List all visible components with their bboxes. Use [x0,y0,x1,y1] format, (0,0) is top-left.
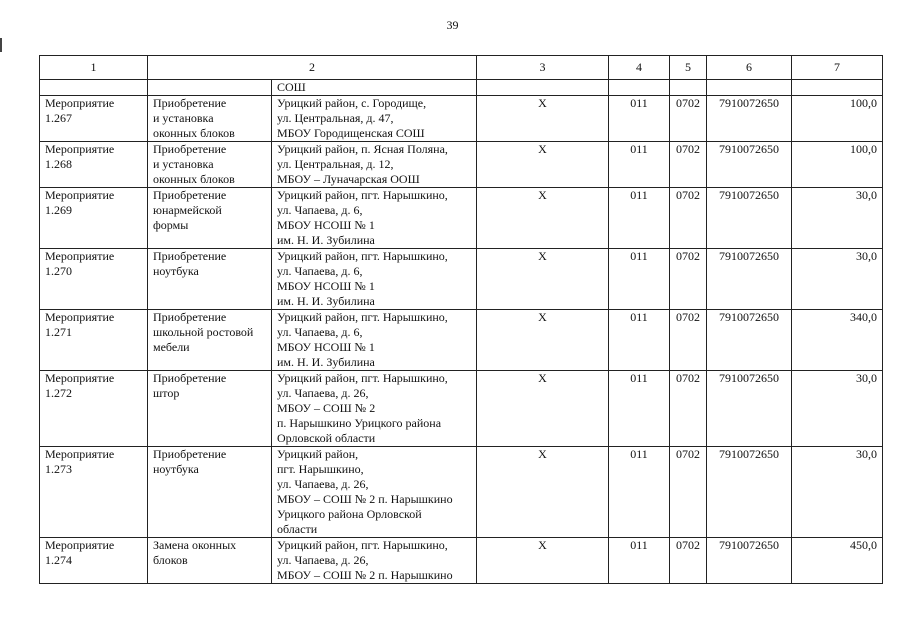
col2a-line: Приобретение [153,249,227,263]
col5-value: 0702 [676,142,700,156]
col2b-line: ул. Чапаева, д. 26, [277,477,369,491]
measure-id-cell [40,96,148,142]
col5-cell [670,310,707,371]
measure-id-cell [40,538,148,584]
col2b-line: Урицкий район, [277,447,359,461]
col3-cell [477,538,609,584]
col1-line: Мероприятие [45,447,115,461]
col6-cell [707,538,792,584]
col6-cell [707,188,792,249]
measure-description-cell [148,188,272,249]
col5-cell [670,96,707,142]
col2b-line: ул. Чапаева, д. 6, [277,264,363,278]
header-col-2: 2 [148,56,477,80]
col7-value: 30,0 [856,188,877,202]
col2b-line: Урицкий район, пгт. Нарышкино, [277,188,448,202]
col5-value: 0702 [676,371,700,385]
scan-edge-mark [0,38,2,52]
measure-id-cell [40,310,148,371]
table-row [40,142,883,188]
measure-id-cell [40,142,148,188]
col2b-line: п. Нарышкино Урицкого района [277,416,442,430]
col2a-line: формы [153,218,189,232]
col1-line: Мероприятие [45,142,115,156]
col2b-line: МБОУ – СОШ № 2 [277,401,376,415]
measure-description-cell [148,371,272,447]
col6-value: 7910072650 [719,142,779,156]
col2b-line: МБОУ НСОШ № 1 [277,340,375,354]
measure-id-cell [40,188,148,249]
col6-value: 7910072650 [719,310,779,324]
col5-cell [670,142,707,188]
col3-value: Х [538,249,547,263]
col2b-line: Урицкий район, пгт. Нарышкино, [277,371,448,385]
col2b-line: им. Н. И. Зубилина [277,355,375,369]
col2b-line: ул. Центральная, д. 12, [277,157,394,171]
col3-value: Х [538,447,547,461]
col2b-line: Урицкий район, пгт. Нарышкино, [277,310,448,324]
col5-cell [670,249,707,310]
table-row [40,188,883,249]
col1-line: 1.270 [45,264,72,278]
amount-cell [792,188,883,249]
col5-value: 0702 [676,447,700,461]
col3-value: Х [538,538,547,552]
col1-line: 1.272 [45,386,72,400]
col5-cell [670,538,707,584]
col2b-line: Урицкий район, п. Ясная Поляна, [277,142,448,156]
col4-cell [609,96,670,142]
table-row [40,249,883,310]
col7-value: 30,0 [856,447,877,461]
continuation-row [40,80,883,96]
header-col-3: 3 [477,56,609,80]
col4-cell [609,447,670,538]
col2b-line: МБОУ Городищенская СОШ [277,126,425,140]
col7-value: 100,0 [850,96,877,110]
col1-line: Мероприятие [45,538,115,552]
col4-cell [609,188,670,249]
measure-id-cell [40,447,148,538]
col5-cell [670,188,707,249]
measure-description-cell [148,447,272,538]
col3-value: Х [538,188,547,202]
col2b-line: им. Н. И. Зубилина [277,294,375,308]
col2b-line: ул. Чапаева, д. 26, [277,386,369,400]
table-row [40,96,883,142]
col4-value: 011 [630,249,648,263]
col2a-line: юнармейской [153,203,222,217]
col2b-line: МБОУ – Луначарская ООШ [277,172,420,186]
col7-value: 450,0 [850,538,877,552]
col2a-line: и установка [153,111,214,125]
header-col-5: 5 [670,56,707,80]
table-row [40,371,883,447]
col2b-line: Урицкий район, пгт. Нарышкино, [277,249,448,263]
measure-address-cell [272,249,477,310]
col4-cell [609,538,670,584]
col6-cell [707,142,792,188]
col6-cell [707,249,792,310]
col6-cell [707,96,792,142]
col3-cell [477,310,609,371]
header-col-4: 4 [609,56,670,80]
col1-line: Мероприятие [45,96,115,110]
amount-cell [792,96,883,142]
col1-line: 1.273 [45,462,72,476]
col2b-line: Урицкого района Орловской [277,507,422,521]
col2a-line: ноутбука [153,264,199,278]
col6-cell [707,310,792,371]
col5-value: 0702 [676,96,700,110]
col2b-line: ул. Центральная, д. 47, [277,111,394,125]
col1-line: Мероприятие [45,371,115,385]
col3-value: Х [538,310,547,324]
col7-value: 30,0 [856,249,877,263]
col3-value: Х [538,142,547,156]
amount-cell [792,447,883,538]
col2a-line: штор [153,386,180,400]
col2b-line: МБОУ НСОШ № 1 [277,218,375,232]
col6-value: 7910072650 [719,371,779,385]
amount-cell [792,371,883,447]
col4-cell [609,249,670,310]
col2b-line: Урицкий район, пгт. Нарышкино, [277,538,448,552]
measure-address-cell [272,188,477,249]
header-col-6: 6 [707,56,792,80]
amount-cell [792,310,883,371]
measure-address-cell [272,96,477,142]
col2b-line: Орловской области [277,431,376,445]
col3-value: Х [538,371,547,385]
header-col-1: 1 [40,56,148,80]
col2b-line: ул. Чапаева, д. 26, [277,553,369,567]
col5-cell [670,371,707,447]
col2b-line: МБОУ – СОШ № 2 п. Нарышкино [277,492,453,506]
measure-address-cell [272,142,477,188]
col6-value: 7910072650 [719,538,779,552]
col3-cell [477,188,609,249]
measure-address-cell [272,447,477,538]
col2a-line: Приобретение [153,188,227,202]
col5-value: 0702 [676,249,700,263]
header-row [40,56,883,80]
measures-table [39,55,883,584]
col4-value: 011 [630,371,648,385]
col3-cell [477,142,609,188]
col3-cell [477,96,609,142]
col1-line: 1.274 [45,553,72,567]
col7-value: 30,0 [856,371,877,385]
col5-value: 0702 [676,188,700,202]
col2a-line: оконных блоков [153,126,235,140]
col5-value: 0702 [676,310,700,324]
col4-value: 011 [630,538,648,552]
amount-cell [792,538,883,584]
col4-cell [609,142,670,188]
amount-cell [792,142,883,188]
col4-value: 011 [630,447,648,461]
measure-address-cell [272,371,477,447]
col2a-line: оконных блоков [153,172,235,186]
col2a-line: Приобретение [153,371,227,385]
col2b-line: ул. Чапаева, д. 6, [277,325,363,339]
measure-id-cell [40,371,148,447]
col1-line: 1.271 [45,325,72,339]
measure-address-cell [272,538,477,584]
col6-cell [707,447,792,538]
col2a-line: Приобретение [153,96,227,110]
amount-cell [792,249,883,310]
measure-description-cell [148,310,272,371]
col2a-line: Приобретение [153,447,227,461]
col7-value: 340,0 [850,310,877,324]
col4-value: 011 [630,96,648,110]
measure-id-cell [40,249,148,310]
col6-value: 7910072650 [719,96,779,110]
col2a-line: ноутбука [153,462,199,476]
col2b-line: МБОУ НСОШ № 1 [277,279,375,293]
col6-value: 7910072650 [719,447,779,461]
col6-cell [707,371,792,447]
col2a-line: и установка [153,157,214,171]
col1-line: 1.268 [45,157,72,171]
col6-value: 7910072650 [719,188,779,202]
col2b-line: им. Н. И. Зубилина [277,233,375,247]
table-row [40,447,883,538]
continuation-text: СОШ [272,80,477,96]
col7-value: 100,0 [850,142,877,156]
col4-value: 011 [630,188,648,202]
table-row [40,310,883,371]
table-row [40,538,883,584]
page-number: 39 [446,18,459,32]
col1-line: 1.269 [45,203,72,217]
col4-cell [609,310,670,371]
col2a-line: Замена оконных [153,538,237,552]
col2a-line: школьной ростовой [153,325,254,339]
col3-cell [477,249,609,310]
measure-description-cell [148,142,272,188]
measure-address-cell [272,310,477,371]
measure-description-cell [148,96,272,142]
col5-value: 0702 [676,538,700,552]
col5-cell [670,447,707,538]
col1-line: Мероприятие [45,310,115,324]
col2a-line: мебели [153,340,190,354]
col4-cell [609,371,670,447]
col1-line: 1.267 [45,111,72,125]
col3-cell [477,371,609,447]
col2b-line: пгт. Нарышкино, [277,462,364,476]
col2b-line: МБОУ – СОШ № 2 п. Нарышкино [277,568,453,582]
col2a-line: Приобретение [153,310,227,324]
col2a-line: блоков [153,553,188,567]
col1-line: Мероприятие [45,249,115,263]
col1-line: Мероприятие [45,188,115,202]
measure-description-cell [148,538,272,584]
col3-value: Х [538,96,547,110]
col6-value: 7910072650 [719,249,779,263]
col2b-line: области [277,522,318,536]
measure-description-cell [148,249,272,310]
col2b-line: ул. Чапаева, д. 6, [277,203,363,217]
col4-value: 011 [630,142,648,156]
col4-value: 011 [630,310,648,324]
header-col-7: 7 [792,56,883,80]
col2a-line: Приобретение [153,142,227,156]
col3-cell [477,447,609,538]
col2b-line: Урицкий район, с. Городище, [277,96,427,110]
